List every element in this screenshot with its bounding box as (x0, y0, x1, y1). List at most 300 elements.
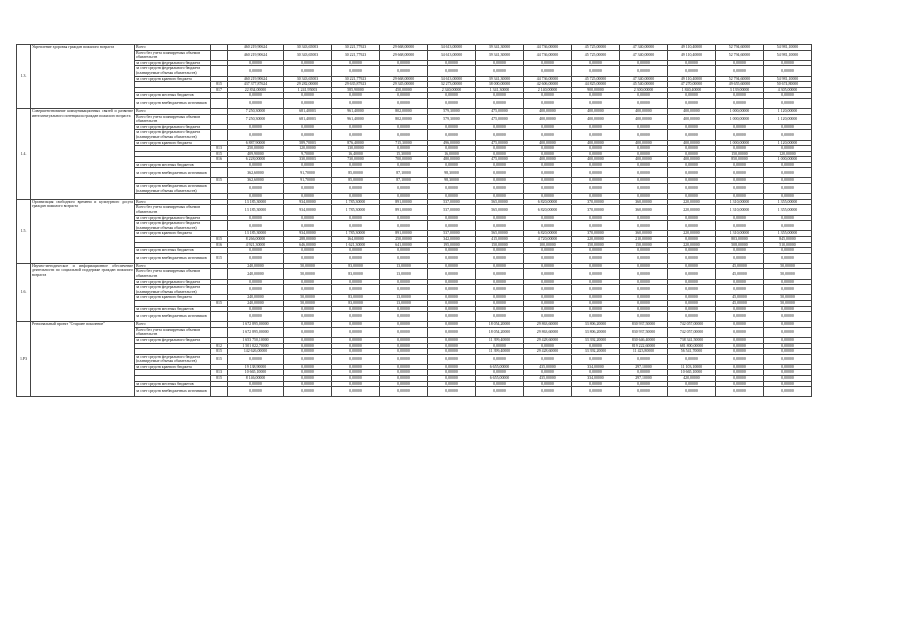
amount-year: 400,00000 (524, 108, 572, 114)
amount-year: 715,30000 (380, 140, 428, 146)
amount-year: 45 725,00000 (572, 50, 620, 60)
measure-name: Научно-методическое и информационное обеспечение деятельности по социальной поддержке граждан пожилого возраста (31, 263, 135, 321)
amount-year: 0,00000 (332, 354, 380, 364)
amount-total: 0,00000 (228, 354, 284, 364)
amount-total: 1 672 895,00000 (228, 327, 284, 337)
amount-year: 0,00000 (668, 306, 716, 312)
amount-year: 0,00000 (572, 215, 620, 221)
amount-year: 0,00000 (620, 387, 668, 397)
amount-year: 0,00000 (476, 162, 524, 168)
admin-code: 816 (211, 242, 228, 248)
amount-year: 0,00000 (428, 364, 476, 370)
measure-name: Региональный проект "Старшее поколение" (31, 322, 135, 397)
amount-year: 0,00000 (476, 151, 524, 157)
amount-year: 0,00000 (284, 184, 332, 194)
measure-index: 1.5. (17, 199, 31, 263)
amount-year: 0,00000 (716, 178, 764, 184)
amount-year: 0,00000 (668, 178, 716, 184)
admin-code (211, 285, 228, 295)
amount-year: 0,00000 (332, 381, 380, 387)
amount-year: 0,00000 (332, 93, 380, 99)
amount-year: 29 428,60000 (524, 337, 572, 343)
amount-total: 1 672 895,00000 (228, 322, 284, 328)
amount-year: 0,00000 (332, 306, 380, 312)
amount-year: 0,00000 (668, 285, 716, 295)
amount-year: 297,10000 (620, 364, 668, 370)
amount-year: 45,00000 (716, 269, 764, 279)
table-row (17, 312, 861, 322)
amount-year: 579,30000 (428, 108, 476, 114)
amount-year: 0,00000 (380, 146, 428, 152)
amount-year: 0,00000 (764, 221, 812, 231)
amount-year: 38 000,00000 (476, 82, 524, 88)
amount-year: 30 343,65003 (284, 45, 332, 51)
amount-year: 0,00000 (572, 178, 620, 184)
amount-year: 39 341,30000 (476, 45, 524, 51)
amount-year: 400,00000 (572, 140, 620, 146)
amount-year: 45 540,00000 (620, 82, 668, 88)
amount-year: 0,00000 (620, 370, 668, 376)
amount-year: 0,00000 (668, 269, 716, 279)
funding-source: за счет средств федерального бюджета (135, 215, 211, 221)
amount-total: 7 250,30000 (228, 108, 284, 114)
amount-year: 0,00000 (380, 221, 428, 231)
admin-code (211, 114, 228, 124)
measure-index: 1.Р3 (17, 322, 31, 397)
amount-year: 0,00000 (572, 263, 620, 269)
funding-source: за счет средств федерального бюджета (планируемые объемы обязательств) (135, 66, 211, 76)
amount-year: 0,00000 (380, 124, 428, 130)
amount-year: 830 646,40000 (620, 337, 668, 343)
amount-year: 0,00000 (764, 285, 812, 295)
amount-year: 0,00000 (716, 130, 764, 140)
amount-total: 0,00000 (228, 184, 284, 194)
admin-code (211, 312, 228, 322)
amount-year: 681,40003 (284, 108, 332, 114)
amount-year: 0,00000 (764, 370, 812, 376)
amount-year: 1 000,00000 (716, 114, 764, 124)
amount-year: 342,00000 (428, 237, 476, 243)
amount-year: 0,00000 (524, 279, 572, 285)
amount-year: 0,00000 (284, 306, 332, 312)
amount-year: 475,00000 (476, 114, 524, 124)
amount-year: 565,00000 (476, 199, 524, 205)
amount-year: 0,00000 (524, 343, 572, 349)
amount-year: 537,00000 (428, 205, 476, 215)
amount-year: 400,00000 (572, 108, 620, 114)
measure-name: Укрепление здоровья граждан пожилого возраста (31, 45, 135, 109)
amount-year: 0,00000 (284, 60, 332, 66)
amount-year: 0,00000 (764, 349, 812, 355)
amount-year: 0,00000 (332, 184, 380, 194)
amount-year: 400,00000 (620, 114, 668, 124)
amount-year: 44 736,00000 (524, 45, 572, 51)
amount-year: 0,00000 (476, 295, 524, 301)
amount-year: 0,00000 (716, 381, 764, 387)
table-row (17, 130, 861, 140)
admin-code (211, 50, 228, 60)
amount-year: 33 806,20000 (572, 322, 620, 328)
amount-year: 0,00000 (284, 349, 332, 355)
amount-year: 45,00000 (716, 300, 764, 306)
funding-source: за счет средств федерального бюджета (планируемые объемы обязательств) (135, 130, 211, 140)
amount-year: 0,00000 (476, 130, 524, 140)
amount-year: 830 937,50000 (620, 322, 668, 328)
amount-year: 83,00000 (332, 269, 380, 279)
amount-year: 1 341,30000 (476, 87, 524, 93)
amount-year: 0,00000 (428, 376, 476, 382)
amount-year: 10 665,10000 (668, 370, 716, 376)
measure-name: Совершенствование коммуникационных связей и развитие интеллектуального потенциала граждан пожилого возраста (31, 108, 135, 199)
amount-year: 6 655,00000 (476, 364, 524, 370)
amount-year: 0,00000 (620, 178, 668, 184)
table-row (17, 253, 861, 263)
amount-year: 400,00000 (668, 157, 716, 163)
amount-total: 362,60000 (228, 168, 284, 178)
amount-total: 0,00000 (228, 162, 284, 168)
amount-year: 98,30000 (428, 168, 476, 178)
amount-year: 0,00000 (380, 60, 428, 66)
amount-year: 0,00000 (332, 98, 380, 108)
amount-year: 0,00000 (428, 248, 476, 254)
amount-year: 0,00000 (284, 248, 332, 254)
amount-year: 0,00000 (284, 387, 332, 397)
amount-year: 475,00000 (476, 157, 524, 163)
amount-year: 0,00000 (668, 98, 716, 108)
amount-year: 120,00000 (284, 146, 332, 152)
amount-year: 0,00000 (764, 60, 812, 66)
amount-year: 130,00000 (332, 146, 380, 152)
amount-year: 0,00000 (572, 151, 620, 157)
amount-year: 0,00000 (476, 253, 524, 263)
amount-year: 0,00000 (716, 306, 764, 312)
amount-year: 6 820,00000 (524, 205, 572, 215)
funding-source: Всего (135, 263, 211, 269)
amount-year: 360,00000 (620, 205, 668, 215)
admin-code: 816 (211, 157, 228, 163)
amount-year: 830 937,50000 (620, 327, 668, 337)
amount-year: 0,00000 (668, 295, 716, 301)
amount-year: 45 725,00000 (572, 45, 620, 51)
amount-total: 0,00000 (228, 215, 284, 221)
table-row (17, 327, 861, 337)
amount-year: 0,00000 (716, 354, 764, 364)
amount-total: 13 185,30000 (228, 231, 284, 237)
funding-source: за счет средств местных бюджетов (135, 248, 211, 254)
amount-year: 742 057,00000 (668, 327, 716, 337)
amount-year: 0,00000 (332, 221, 380, 231)
amount-year: 210,00000 (620, 237, 668, 243)
amount-year: 29 282,00000 (284, 82, 332, 88)
admin-code: 815 (211, 300, 228, 306)
amount-year: 0,00000 (668, 300, 716, 306)
funding-source: Всего без учета планируемых объемов обязательств (135, 269, 211, 279)
funding-source: за счет средств местных бюджетов (135, 162, 211, 168)
amount-year: 0,00000 (428, 306, 476, 312)
amount-total: 0,00000 (228, 306, 284, 312)
amount-year: 87,10000 (380, 178, 428, 184)
amount-year: 565,00000 (476, 205, 524, 215)
amount-year: 29 668,00000 (380, 50, 428, 60)
amount-year: 0,00000 (476, 146, 524, 152)
amount-year: 0,00000 (764, 364, 812, 370)
amount-year: 0,00000 (572, 295, 620, 301)
amount-year: 0,00000 (620, 184, 668, 194)
amount-year: 29 668,00000 (380, 76, 428, 82)
amount-year: 0,00000 (428, 184, 476, 194)
amount-year: 537,00000 (428, 199, 476, 205)
amount-year: 0,00000 (668, 130, 716, 140)
amount-year: 0,00000 (524, 370, 572, 376)
amount-year: 0,00000 (716, 162, 764, 168)
funding-source: за счет средств федерального бюджета (планируемые объемы обязательств) (135, 221, 211, 231)
amount-year: 0,00000 (332, 279, 380, 285)
amount-year: 0,00000 (620, 381, 668, 387)
funding-source: за счет средств местных бюджетов (135, 306, 211, 312)
amount-year: 220,00000 (668, 199, 716, 205)
amount-year: 0,00000 (284, 124, 332, 130)
amount-year: 87,10000 (380, 168, 428, 178)
amount-year: 400,00000 (524, 157, 572, 163)
amount-year: 0,00000 (572, 146, 620, 152)
table-row (17, 114, 861, 124)
amount-year: 0,00000 (476, 279, 524, 285)
amount-year: 0,00000 (284, 381, 332, 387)
amount-year: 0,00000 (620, 253, 668, 263)
amount-year: 50,00000 (764, 269, 812, 279)
amount-year: 1 000,00000 (716, 140, 764, 146)
amount-year: 0,00000 (428, 279, 476, 285)
amount-year: 54 981,10000 (764, 50, 812, 60)
amount-year: 0,00000 (764, 66, 812, 76)
amount-year: 34 613,00000 (428, 50, 476, 60)
amount-year: 3 139,00000 (716, 87, 764, 93)
amount-year: 0,00000 (332, 60, 380, 66)
amount-year: 0,00000 (524, 184, 572, 194)
amount-year: 0,00000 (668, 354, 716, 364)
amount-year: 400,00000 (524, 140, 572, 146)
amount-year: 0,00000 (476, 306, 524, 312)
amount-year: 0,00000 (620, 269, 668, 279)
budget-table (16, 44, 861, 397)
amount-year: 0,00000 (524, 93, 572, 99)
amount-year: 0,00000 (380, 387, 428, 397)
amount-year: 475,00000 (476, 108, 524, 114)
amount-year: 0,00000 (524, 253, 572, 263)
funding-source: за счет средств федерального бюджета (135, 337, 211, 343)
amount-year: 0,00000 (476, 98, 524, 108)
amount-total: 0,00000 (228, 279, 284, 285)
amount-year: 50,00000 (284, 300, 332, 306)
amount-year: 0,00000 (380, 93, 428, 99)
funding-source: за счет средств федерального бюджета (135, 279, 211, 285)
amount-year: 0,00000 (332, 337, 380, 343)
amount-year: 0,00000 (572, 93, 620, 99)
amount-year: 150,00000 (476, 242, 524, 248)
amount-year: 0,00000 (620, 66, 668, 76)
amount-year: 0,00000 (572, 279, 620, 285)
amount-year: 334,00000 (572, 376, 620, 382)
amount-year: 0,00000 (764, 194, 812, 200)
amount-year: 0,00000 (620, 285, 668, 295)
amount-year: 0,00000 (476, 354, 524, 364)
amount-year: 0,00000 (524, 215, 572, 221)
amount-year: 0,00000 (668, 162, 716, 168)
amount-year: 0,00000 (428, 269, 476, 279)
amount-year: 0,00000 (764, 124, 812, 130)
amount-year: 819 222,60000 (620, 343, 668, 349)
amount-year: 0,00000 (668, 151, 716, 157)
amount-year: 0,00000 (764, 168, 812, 178)
amount-year: 0,00000 (668, 215, 716, 221)
amount-year: 11 399,40000 (476, 337, 524, 343)
amount-year: 537,00000 (428, 231, 476, 237)
amount-year: 0,00000 (764, 93, 812, 99)
amount-year: 0,00000 (572, 343, 620, 349)
amount-year: 700,00000 (380, 157, 428, 163)
amount-total: 0,00000 (228, 221, 284, 231)
amount-year: 0,00000 (476, 93, 524, 99)
amount-total: 6 228,00000 (228, 157, 284, 163)
amount-year: 579,30000 (428, 114, 476, 124)
amount-year: 0,00000 (332, 194, 380, 200)
amount-year: 0,00000 (380, 66, 428, 76)
table-row (17, 285, 861, 295)
amount-year: 120,00000 (764, 151, 812, 157)
amount-total: 0,00000 (228, 93, 284, 99)
amount-year: 0,00000 (380, 354, 428, 364)
amount-year: 0,00000 (332, 66, 380, 76)
amount-year: 0,00000 (620, 162, 668, 168)
amount-year: 0,00000 (572, 300, 620, 306)
amount-year: 0,00000 (716, 279, 764, 285)
amount-year: 1 000,00000 (716, 108, 764, 114)
amount-total: 0,00000 (228, 66, 284, 76)
amount-year: 589,70003 (284, 140, 332, 146)
amount-year: 0,00000 (284, 279, 332, 285)
amount-year: 42 606,00000 (524, 82, 572, 88)
amount-year: 435,00000 (524, 376, 572, 382)
amount-year: 0,00000 (668, 194, 716, 200)
amount-year: 450,00000 (380, 87, 428, 93)
amount-year: 900,00000 (572, 87, 620, 93)
amount-total: 0,00000 (228, 312, 284, 322)
amount-year: 0,00000 (668, 184, 716, 194)
amount-year: 0,00000 (428, 60, 476, 66)
amount-year: 0,00000 (476, 381, 524, 387)
amount-total: 0,00000 (228, 98, 284, 108)
amount-year: 0,00000 (764, 322, 812, 328)
amount-year: 0,00000 (284, 354, 332, 364)
amount-year: 0,00000 (332, 343, 380, 349)
amount-year: 47 340,00000 (620, 76, 668, 82)
amount-year: 641,00000 (380, 242, 428, 248)
amount-year: 44 736,00000 (524, 76, 572, 82)
amount-year: 0,00000 (668, 248, 716, 254)
amount-year: 0,00000 (620, 300, 668, 306)
table-row (17, 168, 861, 178)
amount-year: 49 110,40000 (668, 50, 716, 60)
amount-total: 0,00000 (228, 387, 284, 397)
amount-year: 0,00000 (572, 162, 620, 168)
amount-year: 0,00000 (332, 215, 380, 221)
amount-year: 496,00000 (428, 140, 476, 146)
amount-year: 0,00000 (668, 381, 716, 387)
amount-year: 13,00000 (380, 263, 428, 269)
amount-year: 0,00000 (620, 295, 668, 301)
amount-year: 1 621,30000 (332, 242, 380, 248)
amount-year: 0,00000 (428, 130, 476, 140)
amount-year: 220,00000 (572, 237, 620, 243)
amount-year: 0,00000 (620, 168, 668, 178)
amount-year: 0,00000 (428, 285, 476, 295)
amount-year: 0,00000 (764, 162, 812, 168)
funding-source: за счет средств краевого бюджета (135, 364, 211, 370)
amount-year: 400,00000 (572, 114, 620, 124)
admin-code (211, 221, 228, 231)
amount-year: 18 054,20000 (476, 327, 524, 337)
amount-year: 400,00000 (668, 108, 716, 114)
amount-total: 0,00000 (228, 381, 284, 387)
amount-year: 0,00000 (572, 354, 620, 364)
amount-year: 0,00000 (572, 387, 620, 397)
amount-year: 0,00000 (524, 162, 572, 168)
amount-year: 0,00000 (380, 327, 428, 337)
amount-year: 0,00000 (716, 248, 764, 254)
amount-year: 0,00000 (428, 215, 476, 221)
amount-year: 0,00000 (332, 349, 380, 355)
amount-year: 0,00000 (620, 146, 668, 152)
amount-year: 0,00000 (668, 237, 716, 243)
amount-year: 1 355,00000 (764, 205, 812, 215)
amount-year: 220,00000 (668, 205, 716, 215)
amount-year: 0,00000 (284, 93, 332, 99)
amount-year: 0,00000 (716, 215, 764, 221)
table-row (17, 50, 861, 60)
amount-year: 0,00000 (380, 162, 428, 168)
amount-year: 0,00000 (572, 221, 620, 231)
amount-year: 0,00000 (284, 253, 332, 263)
amount-year: 1 785,30000 (332, 205, 380, 215)
amount-year: 50,00000 (284, 295, 332, 301)
funding-source: Всего (135, 322, 211, 328)
amount-year: 961,40000 (332, 114, 380, 124)
amount-total: 13 185,30000 (228, 205, 284, 215)
amount-year: 370,00000 (572, 199, 620, 205)
amount-year: 1 310,00000 (716, 231, 764, 237)
amount-year: 0,00000 (524, 248, 572, 254)
amount-year: 50,00000 (284, 263, 332, 269)
amount-year: 52 794,60000 (716, 50, 764, 60)
amount-year: 0,00000 (716, 124, 764, 130)
amount-year: 0,00000 (764, 184, 812, 194)
amount-year: 0,00000 (476, 124, 524, 130)
amount-year: 50,00000 (284, 269, 332, 279)
amount-year: 738 341,50000 (668, 337, 716, 343)
amount-year: 32 273,00000 (428, 82, 476, 88)
amount-total: 0,00000 (228, 60, 284, 66)
amount-year: 220,00000 (668, 242, 716, 248)
amount-year: 0,00000 (380, 343, 428, 349)
amount-year: 0,00000 (380, 381, 428, 387)
amount-year: 435,00000 (524, 364, 572, 370)
amount-year: 0,00000 (476, 300, 524, 306)
amount-year: 1 785,30000 (332, 199, 380, 205)
amount-year: 29 635,87923 (332, 82, 380, 88)
amount-year: 29 345,00000 (380, 82, 428, 88)
amount-year: 83,00000 (332, 263, 380, 269)
amount-year: 0,00000 (716, 322, 764, 328)
